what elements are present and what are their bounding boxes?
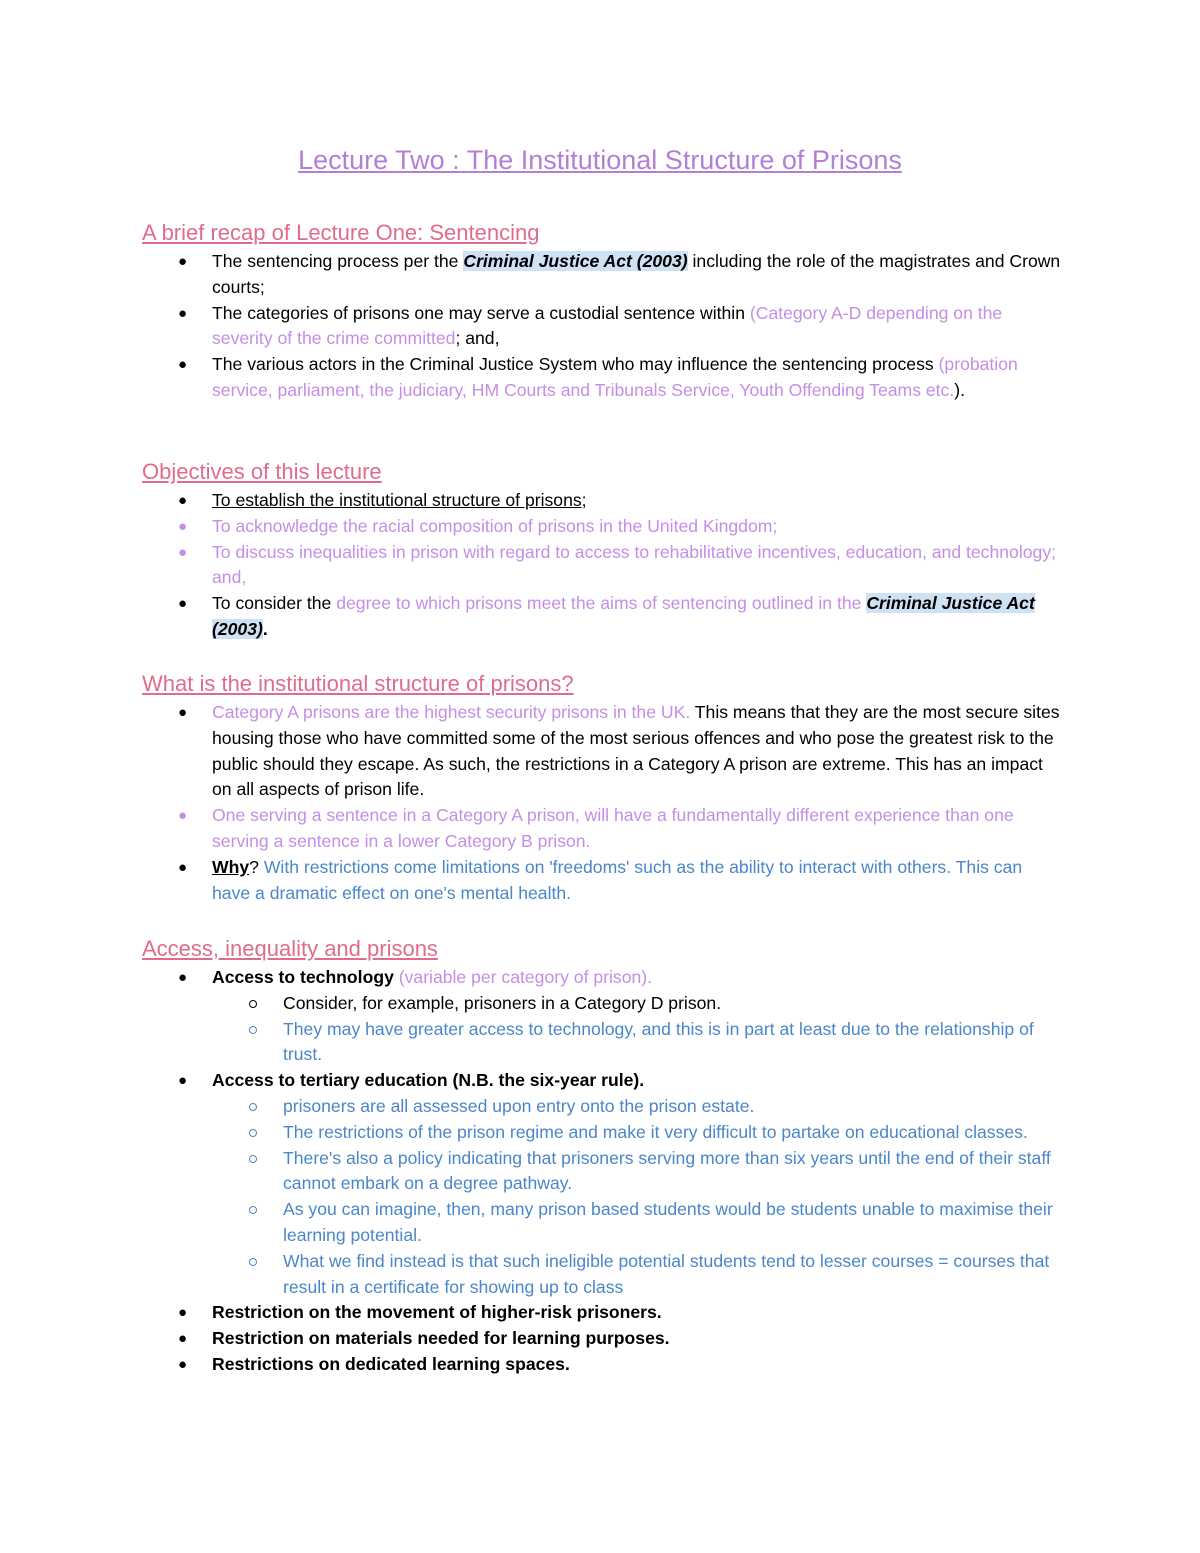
section-heading-objectives: Objectives of this lecture	[142, 459, 382, 484]
text-run: degree to which prisons meet the aims of sentencing outlined in the	[336, 593, 867, 614]
text-run: With restrictions come limitations on 'freedoms' such as the ability to interact with others. This can have a dramatic effect on one's mental health.	[212, 856, 1023, 903]
text-run: Restriction on materials needed for learning purposes.	[212, 1328, 670, 1349]
list-item	[0, 700, 1062, 803]
list-item	[0, 540, 1062, 592]
sub-list-item	[0, 991, 1063, 1017]
list-item	[0, 1300, 1062, 1326]
text-run: To establish the institutional structure of prisons;	[212, 490, 587, 510]
text-run: Access to technology	[212, 967, 394, 987]
hollow-bullet-icon	[249, 1206, 257, 1214]
text-run: ).	[954, 379, 965, 400]
text-run: To consider the	[212, 593, 337, 614]
bullet-icon: ●	[178, 1355, 188, 1373]
list-item	[0, 488, 1062, 514]
sub-list-item	[0, 1249, 1063, 1301]
text-run: Restriction on the movement of higher-risk prisoners.	[212, 1302, 662, 1323]
hollow-bullet-icon	[249, 1000, 257, 1008]
section-heading-access: Access, inequality and prisons	[142, 936, 438, 961]
structure-list	[0, 700, 1062, 906]
text-run: (variable per category of prison).	[393, 967, 653, 987]
text-run: The sentencing process per the	[212, 251, 464, 271]
text-run: (probation service, parliament, the judiciary, HM Courts and Tribunals Service, Youth Offending Teams etc.	[212, 354, 1018, 400]
bullet-icon: ●	[178, 595, 188, 613]
text-run: What we find instead is that such ineligible potential students tend to lesser courses = courses that result in a certificate for showing up to class	[283, 1250, 1050, 1297]
list-item	[0, 803, 1062, 855]
bullet-icon: ●	[178, 858, 188, 876]
recap-list	[0, 249, 1062, 404]
bullet-icon: ●	[178, 1330, 188, 1348]
text-run: .	[262, 618, 268, 639]
list-item	[0, 855, 1062, 907]
bullet-icon: ●	[178, 543, 188, 561]
text-run: ?	[249, 856, 264, 877]
sub-list-item	[0, 1197, 1063, 1249]
sub-list-item	[0, 1094, 1063, 1120]
bullet-icon: ●	[178, 704, 188, 721]
text-run: As you can imagine, then, many prison based students would be students unable to maximise their learning potential.	[283, 1199, 1053, 1245]
bullet-icon: ●	[178, 517, 188, 535]
bullet-icon: ●	[178, 807, 188, 825]
list-item	[0, 301, 1062, 353]
text-run: ; and,	[455, 328, 500, 349]
text-run: The restrictions of the prison regime and make it very difficult to partake on educational classes.	[283, 1121, 1028, 1142]
text-run: To acknowledge the racial composition of prisons in the United Kingdom;	[212, 515, 778, 536]
text-run: One serving a sentence in a Category A prison, will have a fundamentally different experience than one serving a sentence in a lower Category B prison.	[212, 805, 1014, 851]
text-run: The various actors in the Criminal Justice System who may influence the sentencing process	[212, 354, 939, 375]
hollow-bullet-icon	[249, 1258, 257, 1266]
text-run: Why	[212, 856, 250, 877]
text-run: including the role of the magistrates and Crown courts;	[212, 251, 1061, 297]
text-run: Access to tertiary education (N.B. the six-year rule).	[212, 1070, 645, 1091]
text-run: To discuss inequalities in prison with regard to access to rehabilitative incentives, education, and technology; and,	[212, 541, 1057, 588]
text-run: The categories of prisons one may serve a custodial sentence within	[212, 302, 750, 323]
list-item	[0, 514, 1062, 540]
text-run: They may have greater access to technology, and this is in part at least due to the relationship of trust.	[283, 1018, 1034, 1065]
text-run: Consider, for example, prisoners in a Category D prison.	[283, 992, 722, 1013]
list-item	[0, 1352, 1062, 1378]
text-run: Criminal Justice Act (2003)	[463, 251, 688, 271]
bullet-icon: ●	[178, 253, 188, 270]
hollow-bullet-icon	[249, 1129, 257, 1137]
text-run: Restrictions on dedicated learning spaces.	[212, 1353, 570, 1374]
page-title: Lecture Two : The Institutional Structure of Prisons	[298, 145, 902, 175]
list-item	[0, 591, 1062, 643]
text-run: prisoners are all assessed upon entry onto the prison estate.	[283, 1095, 755, 1116]
list-item	[0, 965, 1062, 991]
text-run: There's also a policy indicating that prisoners serving more than six years until the end of their staff cannot embark on a degree pathway.	[283, 1147, 1051, 1194]
section-heading-structure: What is the institutional structure of prisons?	[142, 671, 574, 696]
list-item	[0, 352, 1062, 404]
bullet-icon: ●	[178, 969, 188, 986]
bullet-icon: ●	[178, 356, 188, 374]
objectives-list	[0, 488, 1062, 643]
bullet-icon: ●	[178, 1072, 188, 1090]
list-item	[0, 1326, 1062, 1352]
access-list	[0, 965, 1063, 1378]
list-item	[0, 249, 1062, 301]
bullet-icon: ●	[178, 304, 188, 322]
hollow-bullet-icon	[249, 1155, 257, 1163]
section-heading-recap: A brief recap of Lecture One: Sentencing	[142, 220, 540, 245]
hollow-bullet-icon	[249, 1026, 257, 1034]
text-run: Category A prisons are the highest security prisons in the UK.	[212, 702, 691, 722]
bullet-icon: ●	[178, 492, 188, 509]
list-item	[0, 1068, 1062, 1094]
bullet-icon: ●	[178, 1304, 188, 1322]
hollow-bullet-icon	[249, 1103, 257, 1111]
sub-list-item	[0, 1120, 1063, 1146]
sub-list-item	[0, 1146, 1063, 1198]
sub-list-item	[0, 1017, 1063, 1069]
text-run: This means that they are the most secure sites housing those who have committed some of the most serious offences and who pose the greatest risk to the public should they escape. As such, the restrictions in a Category A prison are extreme. This has an impact on all aspects of prison life.	[212, 702, 1060, 800]
text-run: (Category A-D depending on the severity of the crime committed	[212, 302, 1003, 349]
text-run: Criminal Justice Act (2003)	[212, 593, 1035, 639]
